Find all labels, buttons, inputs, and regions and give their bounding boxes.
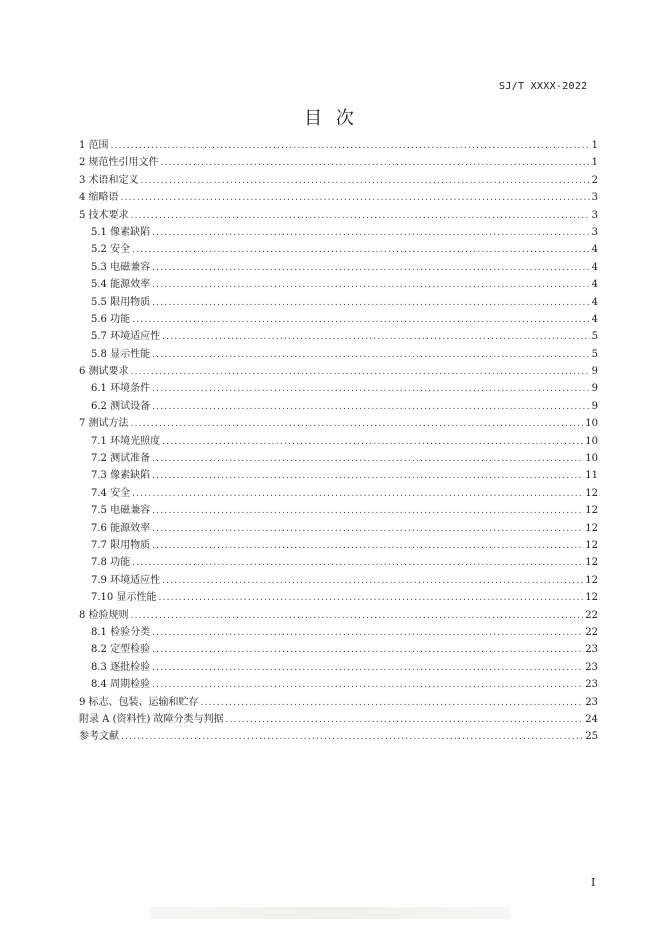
toc-entry-page: 24: [585, 713, 598, 725]
toc-entry[interactable]: [79, 294, 598, 311]
toc-entry[interactable]: [79, 224, 598, 241]
toc-entry-page: 1: [591, 140, 598, 151]
toc-entry-page: 4: [591, 313, 598, 325]
toc-entry[interactable]: [79, 520, 598, 537]
toc-entry-page: 12: [585, 487, 598, 499]
toc-entry[interactable]: [79, 415, 598, 432]
toc-leader-dots: [132, 486, 583, 503]
toc-entry[interactable]: [79, 363, 598, 380]
toc-leader-dots: [131, 608, 584, 625]
toc-leader-dots: [152, 295, 590, 312]
toc-leader-dots: [121, 190, 590, 207]
footer-watermark-band: [150, 907, 510, 919]
toc-entry[interactable]: [79, 189, 598, 206]
toc-entry[interactable]: [79, 711, 598, 728]
toc-entry[interactable]: [79, 502, 598, 519]
toc-leader-dots: [201, 695, 584, 712]
toc-entry-page: 2: [591, 174, 598, 186]
toc-leader-dots: [152, 260, 590, 277]
toc-entry-label: 5.2 安全: [91, 244, 131, 256]
toc-entry-page: 4: [591, 244, 598, 256]
toc-entry-label: 5.6 功能: [91, 313, 131, 325]
toc-leader-dots: [152, 381, 590, 398]
toc-entry-page: 3: [591, 192, 598, 204]
toc-leader-dots: [162, 329, 590, 346]
toc-entry-label: 附录 A (资料性) 故障分类与判据: [79, 713, 224, 725]
toc-entry-page: 4: [591, 279, 598, 291]
toc-leader-dots: [141, 173, 590, 190]
table-of-contents: [79, 137, 598, 746]
toc-entry-page: 5: [591, 348, 598, 360]
toc-entry[interactable]: [79, 259, 598, 276]
toc-leader-dots: [152, 538, 583, 555]
toc-leader-dots: [152, 642, 583, 659]
toc-entry-page: 12: [585, 505, 598, 517]
toc-entry-label: 4 缩略语: [79, 192, 119, 204]
toc-entry-label: 7.9 环境适应性: [91, 574, 161, 586]
toc-entry-label: 7.4 安全: [91, 487, 131, 499]
toc-leader-dots: [152, 277, 590, 294]
toc-entry[interactable]: [79, 659, 598, 676]
toc-entry-page: 12: [585, 592, 598, 604]
toc-leader-dots: [111, 138, 590, 155]
toc-leader-dots: [131, 208, 590, 225]
toc-leader-dots: [161, 155, 590, 172]
toc-entry-label: 9 标志、包装、运输和贮存: [79, 696, 199, 708]
toc-entry[interactable]: [79, 276, 598, 293]
toc-entry[interactable]: [79, 433, 598, 450]
toc-entry-page: 11: [585, 470, 598, 482]
toc-entry-page: 3: [591, 226, 598, 238]
toc-entry-label: 5.4 能源效率: [91, 279, 151, 291]
toc-entry-page: 12: [585, 522, 598, 534]
toc-entry-page: 23: [585, 661, 598, 673]
toc-entry-label: 7.10 显示性能: [91, 592, 157, 604]
toc-entry-label: 7.3 像素缺陷: [91, 470, 151, 482]
toc-entry[interactable]: [79, 624, 598, 641]
toc-entry[interactable]: [79, 728, 598, 745]
page-number: I: [591, 876, 596, 889]
toc-entry[interactable]: [79, 694, 598, 711]
toc-leader-dots: [152, 468, 583, 485]
toc-entry-label: 8 检验规则: [79, 609, 129, 621]
toc-entry-page: 23: [585, 644, 598, 656]
toc-entry-label: 1 范围: [79, 140, 109, 151]
toc-entry[interactable]: [79, 328, 598, 345]
toc-entry-label: 7.1 环境光照度: [91, 435, 161, 447]
toc-entry-label: 参考文献: [79, 731, 119, 743]
toc-entry[interactable]: [79, 554, 598, 571]
toc-entry-page: 12: [585, 557, 598, 569]
toc-entry-label: 6.2 测试设备: [91, 400, 151, 412]
toc-entry-label: 7.8 功能: [91, 557, 131, 569]
toc-entry[interactable]: [79, 172, 598, 189]
toc-entry[interactable]: [79, 154, 598, 171]
toc-leader-dots: [131, 416, 584, 433]
toc-leader-dots: [162, 573, 583, 590]
toc-entry-page: 1: [591, 157, 598, 169]
toc-entry-label: 6.1 环境条件: [91, 383, 151, 395]
toc-entry[interactable]: [79, 607, 598, 624]
toc-entry-page: 22: [585, 609, 598, 621]
toc-entry[interactable]: [79, 311, 598, 328]
toc-entry-page: 23: [585, 696, 598, 708]
toc-entry[interactable]: [79, 207, 598, 224]
toc-entry[interactable]: [79, 589, 598, 606]
toc-entry-page: 9: [591, 383, 598, 395]
toc-leader-dots: [121, 729, 583, 746]
toc-entry-page: 25: [585, 731, 598, 743]
toc-leader-dots: [162, 434, 583, 451]
toc-entry-label: 7.5 电磁兼容: [91, 505, 151, 517]
toc-leader-dots: [132, 555, 583, 572]
toc-leader-dots: [152, 625, 583, 642]
toc-leader-dots: [132, 312, 590, 329]
toc-entry-label: 3 术语和定义: [79, 174, 139, 186]
toc-entry-label: 7.7 限用物质: [91, 539, 151, 551]
toc-entry-label: 5.5 限用物质: [91, 296, 151, 308]
toc-leader-dots: [131, 364, 590, 381]
toc-entry-page: 9: [591, 400, 598, 412]
toc-leader-dots: [152, 503, 583, 520]
toc-leader-dots: [132, 242, 590, 259]
toc-entry-label: 6 测试要求: [79, 366, 129, 378]
toc-entry-page: 9: [591, 366, 598, 378]
toc-entry-page: 23: [585, 679, 598, 691]
toc-entry-label: 2 规范性引用文件: [79, 157, 159, 169]
toc-leader-dots: [152, 660, 583, 677]
toc-entry[interactable]: [79, 467, 598, 484]
toc-entry-label: 8.3 逐批检验: [91, 661, 151, 673]
toc-leader-dots: [152, 399, 590, 416]
toc-entry[interactable]: [79, 380, 598, 397]
toc-entry[interactable]: [79, 537, 598, 554]
toc-leader-dots: [226, 712, 584, 729]
toc-leader-dots: [158, 590, 583, 607]
toc-entry-label: 7 测试方法: [79, 418, 129, 430]
toc-entry-label: 7.6 能源效率: [91, 522, 151, 534]
toc-leader-dots: [152, 677, 583, 694]
toc-entry[interactable]: [79, 137, 598, 154]
toc-entry-label: 8.2 定型检验: [91, 644, 151, 656]
toc-entry[interactable]: [79, 572, 598, 589]
toc-entry[interactable]: [79, 241, 598, 258]
toc-entry-label: 7.2 测试准备: [91, 453, 151, 465]
toc-entry-page: 10: [585, 418, 598, 430]
toc-leader-dots: [152, 451, 583, 468]
toc-entry-page: 22: [585, 626, 598, 638]
document-code: SJ/T XXXX-2022: [499, 81, 588, 92]
toc-entry-label: 5.8 显示性能: [91, 348, 151, 360]
toc-entry-label: 5.7 环境适应性: [91, 331, 161, 343]
toc-leader-dots: [152, 521, 583, 538]
toc-entry-page: 5: [591, 331, 598, 343]
toc-leader-dots: [152, 225, 590, 242]
toc-entry-page: 4: [591, 296, 598, 308]
toc-entry-page: 10: [585, 435, 598, 447]
toc-entry[interactable]: [79, 676, 598, 693]
toc-entry-page: 4: [591, 261, 598, 273]
toc-entry[interactable]: [79, 485, 598, 502]
toc-entry-label: 5.1 像素缺陷: [91, 226, 151, 238]
toc-entry-label: 5.3 电磁兼容: [91, 261, 151, 273]
toc-entry-label: 8.1 检验分类: [91, 626, 151, 638]
toc-entry-label: 8.4 周期检验: [91, 679, 151, 691]
toc-entry[interactable]: [79, 641, 598, 658]
toc-entry-page: 3: [591, 209, 598, 221]
toc-entry[interactable]: [79, 346, 598, 363]
toc-leader-dots: [152, 347, 590, 364]
toc-entry-page: 12: [585, 539, 598, 551]
toc-entry-label: 5 技术要求: [79, 209, 129, 221]
toc-entry-page: 12: [585, 574, 598, 586]
toc-entry[interactable]: [79, 398, 598, 415]
toc-entry-page: 10: [585, 453, 598, 465]
page-title: 目 次: [304, 108, 358, 129]
toc-entry[interactable]: [79, 450, 598, 467]
